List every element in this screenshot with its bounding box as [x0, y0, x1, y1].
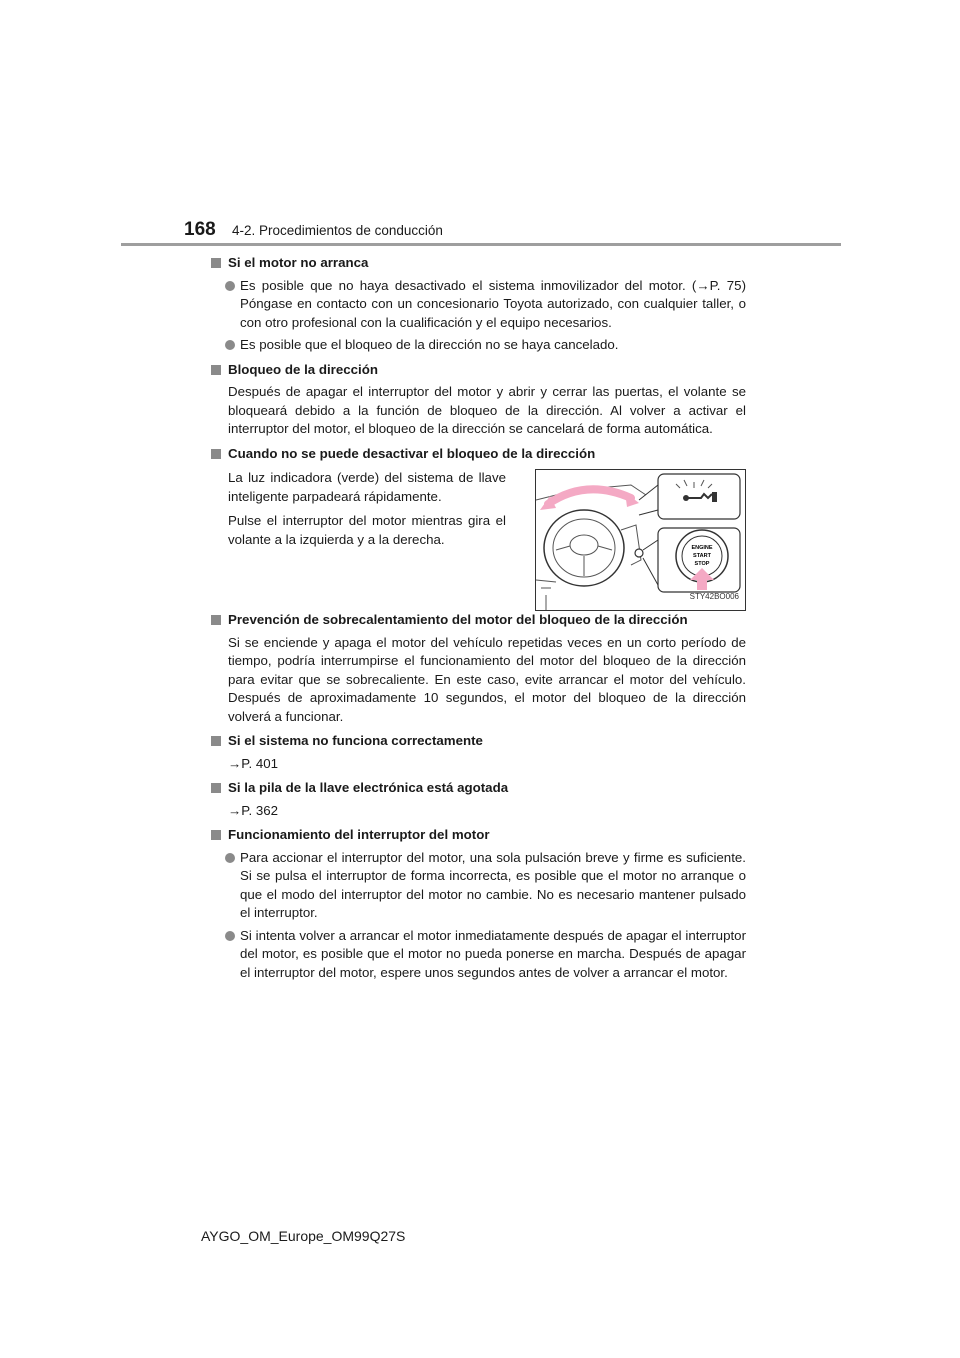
figure-code: STY42BO006	[689, 591, 739, 601]
steering-figure	[535, 469, 746, 611]
block-text: Cuando no se puede desactivar el bloqueo de la dirección	[228, 445, 596, 461]
section-heading	[210, 611, 746, 630]
block-text: Si el motor no arranca	[228, 255, 369, 270]
section-heading	[210, 779, 746, 798]
block-text: Es posible que el bloqueo de la dirección no se haya cancelado.	[240, 337, 619, 352]
section-heading	[210, 254, 746, 273]
header-rule	[121, 243, 841, 246]
block-text: Es posible que no haya desactivado el sistema inmovilizador del motor. (→P. 75) Póngase en contacto con un concesionario Toyota autorizado, con cualquier taller, o con otro profesional con la cualificación y el equipo necesarios.	[240, 277, 746, 330]
square-bullet-icon	[211, 365, 221, 375]
page-reference	[210, 802, 746, 821]
section-heading	[210, 445, 746, 464]
section-heading	[210, 826, 746, 845]
rotate-arrow-icon	[548, 489, 631, 504]
circle-bullet-icon	[225, 931, 235, 941]
bullet-item	[210, 927, 746, 983]
square-bullet-icon	[211, 449, 221, 459]
page-reference	[210, 755, 746, 774]
button-label-1: ENGINE	[691, 545, 713, 551]
bullet-item	[210, 277, 746, 333]
button-label-2: START	[693, 553, 711, 559]
block-text: Después de apagar el interruptor del motor y abrir y cerrar las puertas, el volante se bloqueará debido a la función de bloqueo de la dirección. Al volver a activar el interruptor del motor, el bloqueo de la dirección se cancelará de forma automática.	[228, 384, 746, 436]
section-heading	[210, 732, 746, 751]
section-title: 4-2. Procedimientos de conducción	[232, 223, 443, 238]
circle-bullet-icon	[225, 281, 235, 291]
section-heading	[210, 361, 746, 380]
block-text: →P. 401	[228, 755, 279, 771]
block-text: Si se enciende y apaga el motor del vehículo repetidas veces en un corto período de tiempo, podría interrumpirse el funcionamiento del motor del bloqueo de la dirección para evitar que se sobrecaliente. En este caso, evite arrancar el motor del vehículo. Después de aproximadamente 10 segundos, el motor del bloqueo de la dirección volverá a funcionar.	[228, 634, 746, 724]
square-bullet-icon	[211, 258, 221, 268]
square-bullet-icon	[211, 830, 221, 840]
block-text: Para accionar el interruptor del motor, una sola pulsación breve y firme es suficiente. Si se pulsa el interruptor de forma incorrecta, es posible que el motor no arranque o que el modo del interruptor del motor no cambie. No es necesario mantener pulsado el interruptor.	[240, 849, 746, 920]
square-bullet-icon	[211, 736, 221, 746]
bullet-item	[210, 336, 746, 355]
block-text: →P. 362	[228, 802, 279, 818]
block-text: Si el sistema no funciona correctamente	[228, 733, 483, 748]
circle-bullet-icon	[225, 340, 235, 350]
block-text: Si intenta volver a arrancar el motor inmediatamente después de apagar el interruptor del motor, es posible que el motor no pueda ponerse en marcha. Después de apagar el interruptor del motor, espere unos segundos antes de volver a arrancar el motor.	[240, 927, 746, 980]
figure-text	[228, 469, 506, 611]
bullet-item	[210, 849, 746, 923]
indicator-callout	[658, 474, 740, 519]
page-content	[210, 254, 746, 982]
block-text: Funcionamiento del interruptor del motor	[228, 827, 490, 842]
paragraph	[210, 383, 746, 439]
square-bullet-icon	[211, 783, 221, 793]
figure-para-1: La luz indicadora (verde) del sistema de llave inteligente parpadeará rápidamente.	[228, 470, 506, 504]
blocks-top	[210, 254, 746, 463]
block-text: Si la pila de la llave electrónica está agotada	[228, 780, 509, 795]
page-number: 168	[184, 219, 216, 240]
figure-para-2: Pulse el interruptor del motor mientras gira el volante a la izquierda y a la derecha.	[228, 513, 506, 547]
block-text: Bloqueo de la dirección	[228, 361, 378, 377]
figure-section	[210, 469, 746, 611]
circle-bullet-icon	[225, 853, 235, 863]
footer-doc-id: AYGO_OM_Europe_OM99Q27S	[201, 1228, 406, 1244]
start-button-location-icon	[635, 549, 643, 557]
button-label-3: STOP	[694, 561, 710, 567]
square-bullet-icon	[211, 615, 221, 625]
blocks-bottom	[210, 611, 746, 982]
block-text: Prevención de sobrecalentamiento del motor del bloqueo de la dirección	[228, 612, 688, 627]
paragraph	[210, 634, 746, 727]
